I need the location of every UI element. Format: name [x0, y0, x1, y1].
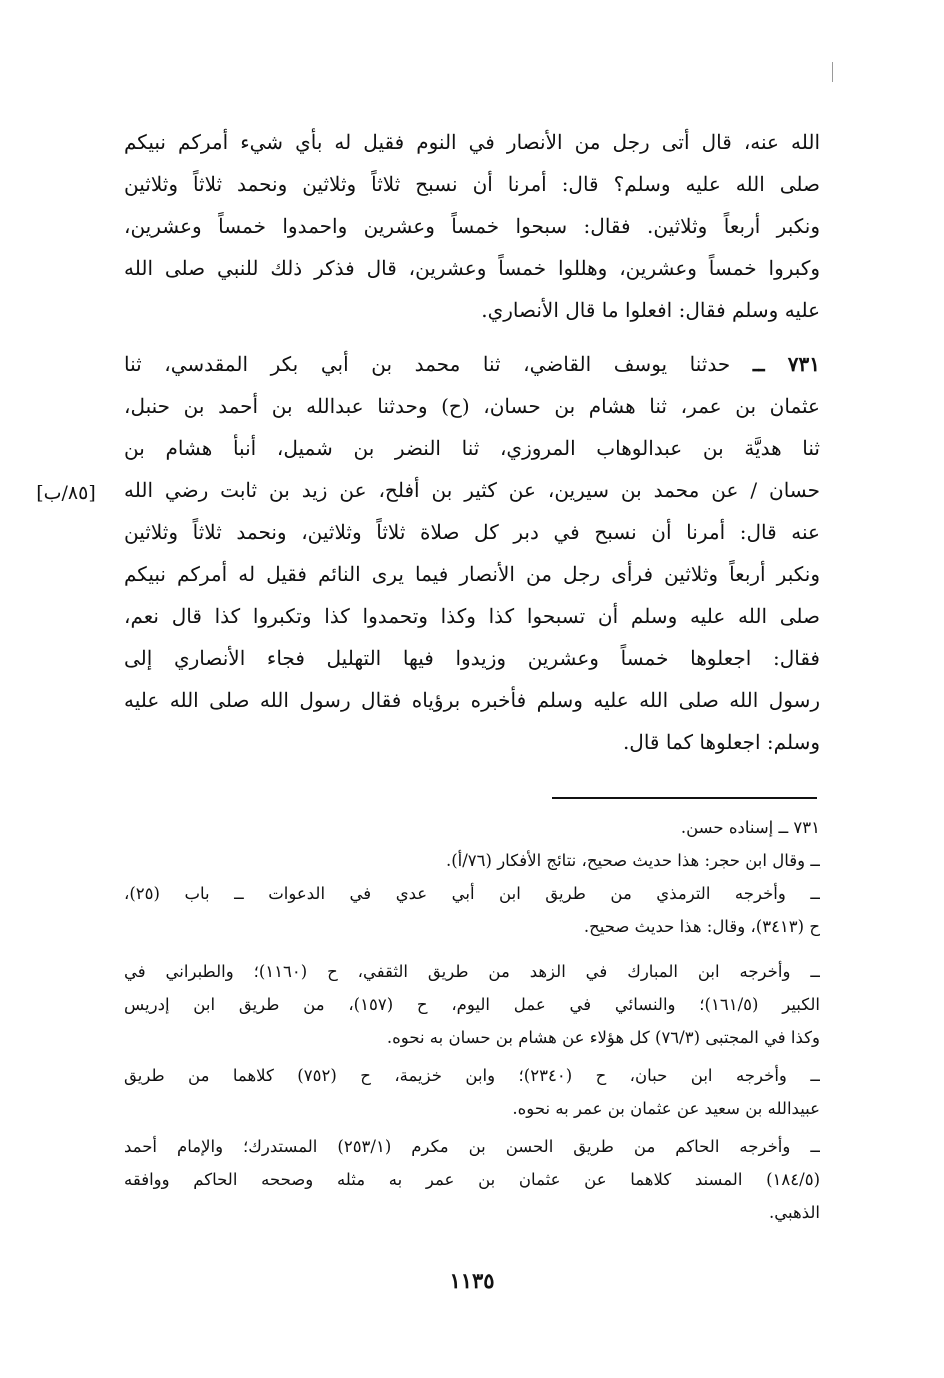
hadith-number: ٧٣١ ــ: [752, 352, 820, 376]
scan-edge-mark: [832, 62, 833, 82]
main-text-line: وسلم: اجعلوها كما قال.: [622, 730, 820, 754]
footnote-line: ــ وأخرجه الترمذي من طريق ابن أبي عدي في الدعوات ــ باب (٢٥)،: [124, 884, 820, 903]
main-text-line: ونكبر أربعاً وثلاثين. فقال: سبحوا خمساً وعشرين واحمدوا خمساً وعشرين،: [124, 214, 820, 238]
footnote-line: ٧٣١ ــ إسناده حسن.: [680, 818, 820, 837]
footnote-line: ح (٣٤١٣)، وقال: هذا حديث صحيح.: [583, 917, 820, 936]
main-text-line: حسان / عن محمد بن سيرين، عن كثير بن أفلح، عن زيد بن ثابت رضي الله: [124, 478, 820, 502]
main-text-line: وكبروا خمساً وعشرين، وهللوا خمساً وعشرين، قال فذكر ذلك للنبي صلى الله: [124, 256, 820, 280]
main-text-line: ونكبر أربعاً وثلاثين فرأى رجل من الأنصار فيما يرى النائم فقيل له أمركم نبيكم: [124, 562, 820, 586]
footnote-line: (١٨٤/٥) المسند كلاهما عن عثمان بن عمر به مثله وصححه الحاكم ووافقه: [124, 1170, 820, 1189]
main-text-line: عنه قال: أمرنا أن نسبح في دبر كل صلاة ثلاثاً وثلاثين، ونحمد ثلاثاً وثلاثين: [124, 520, 820, 544]
hadith-first-line: [124, 343, 820, 385]
hadith-chain-start: حدثنا يوسف القاضي، ثنا محمد بن أبي بكر المقدسي، ثنا: [124, 352, 731, 376]
footnote-separator: [552, 797, 817, 799]
main-text-line: فقال: اجعلوها خمساً وعشرين وزيدوا فيها التهليل فجاء الأنصاري إلى: [124, 646, 820, 670]
main-text-line: عثمان بن عمر، ثنا هشام بن حسان، (ح) وحدثنا عبدالله بن أحمد بن حنبل،: [124, 394, 820, 418]
footnote-line: الذهبي.: [769, 1203, 820, 1222]
main-text-line: عليه وسلم فقال: افعلوا ما قال الأنصاري.: [481, 298, 820, 322]
page-number: ١١٣٥: [449, 1268, 495, 1293]
footnote-line: ــ وأخرجه الحاكم من طريق الحسن بن مكرم (٢٥٣/١) المستدرك؛ والإمام أحمد: [124, 1137, 820, 1156]
footnote-line: ــ وأخرجه ابن المبارك في الزهد من طريق الثقفي، ح (١١٦٠)؛ والطبراني في: [124, 962, 820, 981]
footnote-line: الكبير (١٦١/٥)؛ والنسائي في عمل اليوم، ح (١٥٧)، من طريق ابن إدريس: [124, 995, 820, 1014]
main-text-line: رسول الله صلى الله عليه وسلم فأخبره برؤياه فقال رسول الله صلى الله عليه: [124, 688, 820, 712]
footnote-line: وكذا في المجتبى (٧٦/٣) كل هؤلاء عن هشام بن حسان به نحوه.: [386, 1028, 820, 1047]
main-text-line: صلى الله عليه وسلم؟ قال: أمرنا أن نسبح ثلاثاً وثلاثين ونحمد ثلاثاً وثلاثين: [124, 172, 820, 196]
main-text-line: صلى الله عليه وسلم أن تسبحوا كذا وكذا وتحمدوا كذا وتكبروا كذا قال نعم،: [124, 604, 820, 628]
footnote-line: ــ وأخرجه ابن حبان، ح (٢٣٤٠)؛ وابن خزيمة، ح (٧٥٢) كلاهما من طريق: [124, 1066, 820, 1085]
manuscript-folio-note: [٨٥/ب]: [36, 482, 96, 504]
footnote-line: ــ وقال ابن حجر: هذا حديث صحيح، نتائج الأفكار (٧٦/أ).: [445, 851, 820, 870]
main-text-line: الله عنه، قال أتى رجل من الأنصار في النوم فقيل له بأي شيء أمركم نبيكم: [124, 130, 820, 154]
footnote-line: عبيدالله بن سعيد عن عثمان بن عمر به نحوه.: [512, 1099, 820, 1118]
main-text-line: ثنا هديَّة بن عبدالوهاب المروزي، ثنا النضر بن شميل، أنبأ هشام بن: [124, 436, 820, 460]
